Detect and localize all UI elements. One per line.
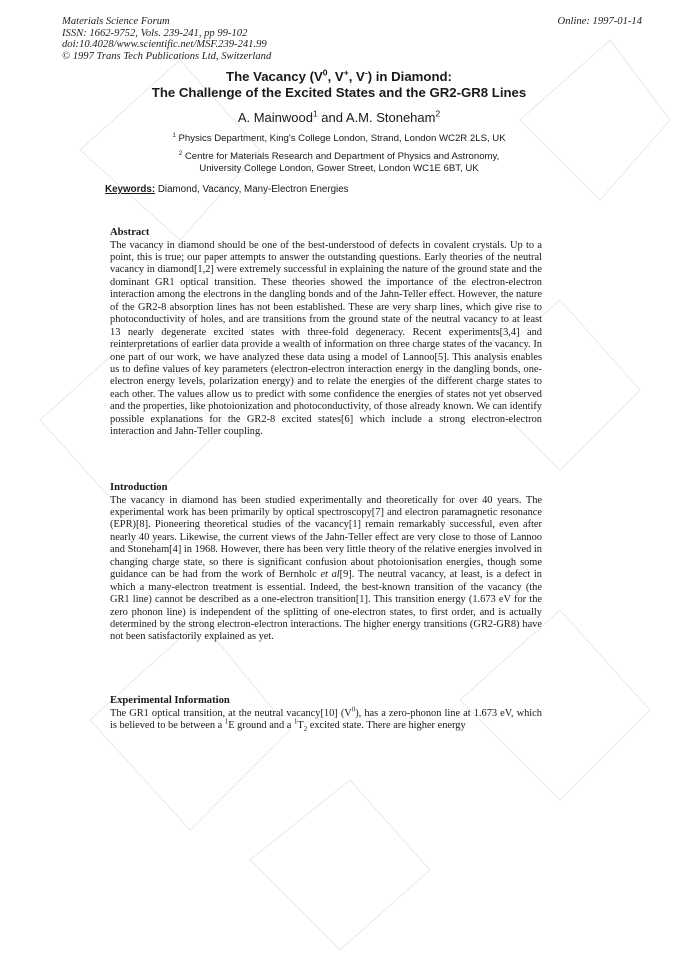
introduction-section bbox=[110, 482, 542, 644]
title-line-2: The Challenge of the Excited States and the GR2-GR8 Lines bbox=[151, 85, 527, 100]
author-stoneham: A.M. Stoneham bbox=[345, 110, 436, 125]
author-list: A. Mainwood$^1$ and A.M. Stoneham$^2$ bbox=[237, 108, 441, 125]
keywords-label: Keywords: bbox=[105, 184, 156, 195]
paper-title bbox=[0, 69, 678, 101]
experimental-heading: Experimental Information bbox=[110, 695, 230, 706]
experimental-section bbox=[110, 695, 542, 732]
journal-name: Materials Science Forum bbox=[62, 16, 170, 27]
copyright-line: © 1997 Trans Tech Publications Ltd, Switzerland bbox=[62, 50, 272, 62]
keywords bbox=[105, 184, 349, 195]
author-mainwood: A. Mainwood bbox=[237, 110, 313, 125]
introduction-heading: Introduction bbox=[110, 482, 168, 493]
journal-header bbox=[62, 16, 622, 62]
keywords-list: Diamond, Vacancy, Many-Electron Energies bbox=[155, 184, 349, 195]
affiliation-1: $^1$ Physics Department, King's College London, Strand, London WC2R 2LS, UK bbox=[172, 131, 506, 144]
experimental-text: The GR1 optical transition, at the neutral vacancy[10] $(V^0)$, has a zero-phonon line at 1.673 eV, which is believed to be between a $^1$E ground and a $^1T_2$ excited state. There are higher energy bbox=[110, 706, 542, 734]
abstract-text: The vacancy in diamond should be one of the best-understood of defects in covalent crystals. Up to a point, this is true; our paper attempts to answer the outstanding questions. Early theories of the neutral vacancy in diamond[1,2] were extremely successful in explaining the nature of the ground state and the dominant GR1 optical transition. These theories showed the importance of the electron-electron interaction among the electrons in the dangling bonds and of the Jahn-Teller effect. However, the nature of the GR2-8 absorption lines has not been established. These are very sharp lines, which give rise to photoconductivity of holes, and are transitions from the ground state of the neutral vacancy to at least 13 nearly degenerate excited states with three-fold degeneracy. Recent experiments[3,4] and reinterpretations of earlier data provide a wealth of information on three charge states of the vacancy. In one part of our work, we have analyzed these data using a model of Lannoo[5]. This analysis enables us to define values of key parameters (electron-electron interaction energy in the dangling bonds, one-electron energy levels, polarization energy) and to relate the energies of the different charge states to each other. The values allow us to predict with some confidence the energies of states not yet observed and the properties, like photoionization and photoconductivity, of those already known. We can identify possible explanations for the GR2-8 excited states[6] which include a strong electron-electron interaction and Jahn-Teller coupling. bbox=[110, 239, 542, 438]
abstract-heading: Abstract bbox=[110, 227, 150, 238]
doi-link[interactable]: doi:10.4028/www.scientific.net/MSF.239-241.99 bbox=[62, 39, 267, 51]
affiliation-2: $^2$ Centre for Materials Research and Department of Physics and Astronomy, University College London, Gower Street, London WC1E 6BT, UK bbox=[178, 149, 500, 174]
abstract-section bbox=[110, 227, 542, 439]
issn-line: ISSN: 1662-9752, Vols. 239-241, pp 99-102 bbox=[62, 27, 248, 39]
introduction-text: The vacancy in diamond has been studied experimentally and theoretically for over 40 years. The experimental work has been primarily by optical spectroscopy[7] and electron paramagnetic resonance (EPR)[8]. Pioneering theoretical studies of the vacancy[1] remain remarkably successful, even after nearly 40 years. Likewise, the current views of the Jahn-Teller effect are very close to those of Lannoo and Stoneham[4] in 1968. However, there has been very little theory of the relative energies involved in changing charge state, so there is significant confusion about photoionisation energies, though some guidance can be had from the work of Bernholc et al[9]. The neutral vacancy, at least, is a defect in which a many-electron treatment is essential. Indeed, the best-known transition of the vacancy (the GR1 line) cannot be described as a one-electron transition[1]. This transition energy (1.673 eV for the zero phonon line) is independent of the splitting of one-electron states, to first order, and is actually determined by the strong electron-electron interactions. The higher energy transitions (GR2-GR8) have not been satisfactorily explained as yet. bbox=[110, 494, 542, 643]
title-line-1: The Vacancy ($V^0$, V+, V-) in Diamond: bbox=[226, 67, 452, 84]
online-date: Online: 1997-01-14 bbox=[557, 16, 642, 27]
